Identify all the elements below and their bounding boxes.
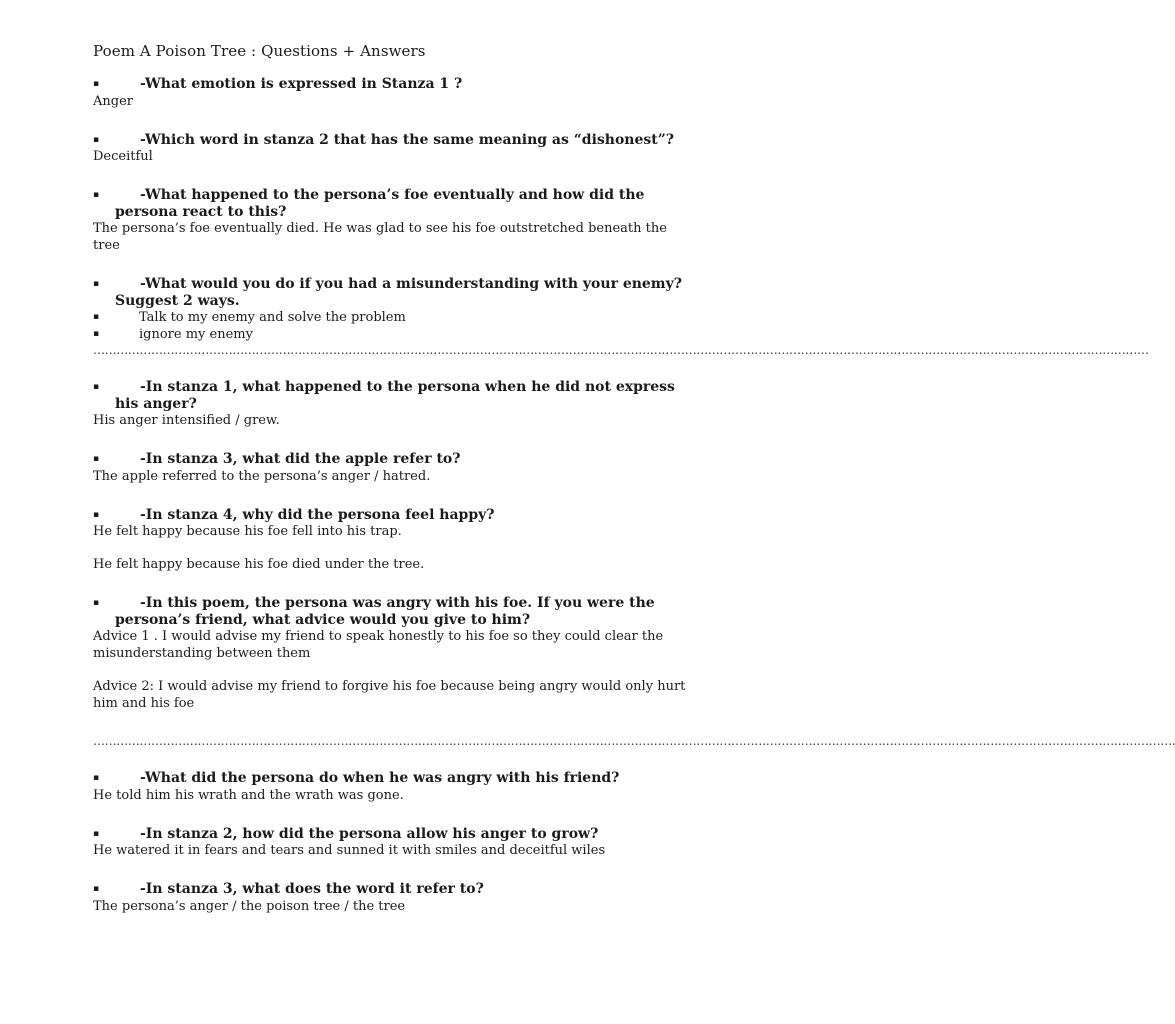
- qa-item-7: [93, 507, 693, 574]
- question-text: ▪ -In stanza 2, how did the persona allow his anger to grow?: [93, 825, 599, 842]
- question-text: ▪ -Which word in stanza 2 that has the same meaning as “dishonest”?: [93, 131, 674, 148]
- bullet-icon: ▪: [93, 79, 100, 89]
- answer-text: He felt happy because his foe fell into his trap.: [93, 524, 402, 539]
- qa-item-9: [93, 770, 693, 804]
- answer-text: He watered it in fears and tears and sunned it with smiles and deceitful wiles: [93, 843, 606, 858]
- qa-item-1: [93, 76, 693, 110]
- qa-item-10: [93, 826, 693, 860]
- dotted-separator: …………………………………………………………………………………………………………………………………………………………………………………………………………………………………………………: [93, 343, 1149, 357]
- qa-item-5: [93, 379, 693, 429]
- sub-answer-item: ▪ ignore my enemy: [93, 327, 253, 342]
- qa-item-4: [93, 276, 1149, 357]
- question-text: ▪ -In this poem, the persona was angry with his foe. If you were the persona’s friend, what advice would you give to him?: [93, 595, 655, 628]
- answer-text: He told him his wrath and the wrath was gone.: [93, 787, 404, 803]
- document-title: Poem A Poison Tree : Questions + Answers: [93, 42, 426, 60]
- bullet-icon: ▪: [93, 382, 100, 392]
- answer-text: The persona’s anger / the poison tree / the tree: [93, 898, 406, 914]
- answer-text: Advice 1 . I would advise my friend to speak honestly to his foe so they could clear the misunderstanding between them: [93, 629, 664, 661]
- answer-text: Deceitful: [93, 149, 153, 164]
- answer-text: The apple referred to the persona’s anger / hatred.: [93, 468, 431, 484]
- question-text: ▪ -What happened to the persona’s foe eventually and how did the persona react to this?: [93, 187, 645, 220]
- question-text: ▪ -In stanza 3, what did the apple refer to?: [93, 451, 461, 467]
- bullet-icon: ▪: [93, 509, 100, 520]
- qa-item-3: [93, 187, 693, 254]
- bullet-icon: ▪: [93, 454, 100, 464]
- question-text: ▪ -What emotion is expressed in Stanza 1 ?: [93, 76, 463, 92]
- bullet-icon: ▪: [93, 279, 100, 289]
- question-text: ▪ -What did the persona do when he was angry with his friend?: [93, 770, 620, 786]
- answer-text: His anger intensified / grew.: [93, 413, 280, 428]
- qa-item-8: [93, 595, 1175, 748]
- answer-text: He felt happy because his foe died under the tree.: [93, 557, 425, 572]
- dotted-separator: ……………………………………………………………………………………………………………………………………………………………………………………………………………………………………………………….: [93, 734, 1175, 748]
- bullet-icon: ▪: [93, 190, 100, 200]
- answer-text: Advice 2: I would advise my friend to forgive his foe because being angry would only hurt him and his foe: [93, 679, 686, 711]
- bullet-icon: ▪: [93, 329, 100, 339]
- bullet-icon: ▪: [93, 134, 100, 145]
- answer-text: The persona’s foe eventually died. He was glad to see his foe outstretched beneath the tree: [93, 221, 667, 253]
- qa-item-6: [93, 451, 693, 485]
- question-text: ▪ -In stanza 1, what happened to the persona when he did not express his anger?: [93, 379, 675, 412]
- bullet-icon: ▪: [93, 828, 100, 839]
- qa-item-2: [93, 132, 693, 166]
- bullet-icon: ▪: [93, 598, 100, 608]
- sub-answer-item: ▪ Talk to my enemy and solve the problem: [93, 310, 406, 325]
- question-text: ▪ -In stanza 4, why did the persona feel happy?: [93, 506, 495, 523]
- document-page: [93, 40, 1175, 915]
- bullet-icon: ▪: [93, 312, 100, 322]
- qa-item-11: [93, 881, 693, 915]
- question-text: ▪ -What would you do if you had a misunderstanding with your enemy? Suggest 2 ways.: [93, 276, 682, 309]
- question-text: ▪ -In stanza 3, what does the word it refer to?: [93, 881, 484, 897]
- bullet-icon: ▪: [93, 884, 100, 894]
- answer-text: Anger: [93, 93, 133, 109]
- bullet-icon: ▪: [93, 773, 100, 783]
